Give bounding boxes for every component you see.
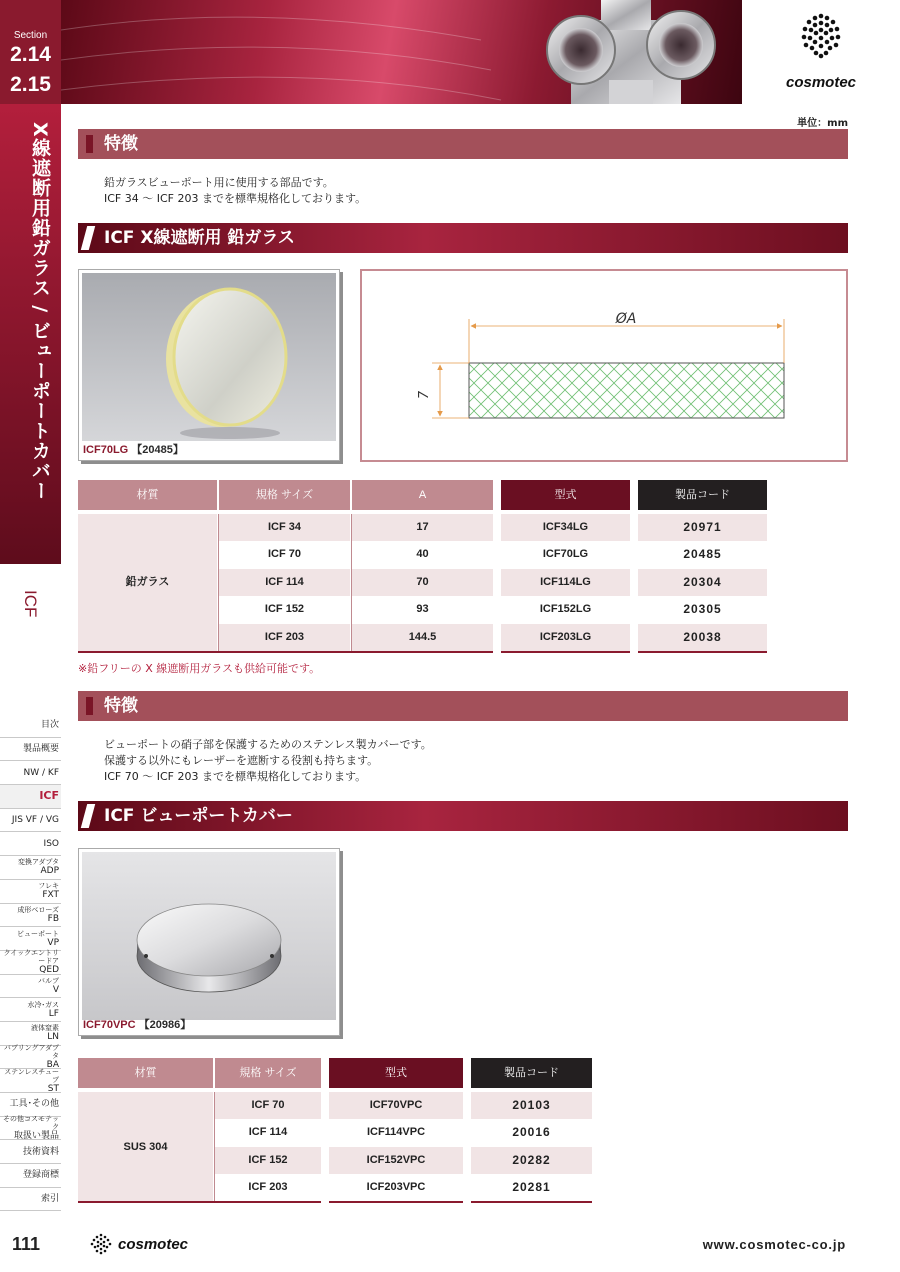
- sidebar-nav-item[interactable]: [0, 1117, 61, 1141]
- table-cell: 20281: [512, 1180, 551, 1195]
- sidebar-nav-sublabel: FB: [47, 913, 59, 924]
- sidebar-nav-item[interactable]: [0, 1022, 61, 1046]
- photo-caption: [83, 1016, 191, 1032]
- product-photo: [78, 848, 340, 1036]
- lead-glass-spec-table: [78, 480, 768, 655]
- sidebar-nav-item[interactable]: [0, 738, 61, 762]
- chapter-title-band: [0, 104, 61, 564]
- column-header: 製品コード: [471, 1058, 592, 1088]
- table-cell: 20038: [638, 624, 767, 651]
- brand-logo: [742, 0, 900, 104]
- lead-glass-drawing: [362, 271, 846, 460]
- table-cell: ICF152VPC: [329, 1147, 463, 1174]
- sidebar-nav-label: 成形ベローズ: [17, 905, 59, 914]
- sidebar-nav-label: ISO: [43, 838, 59, 849]
- photo-model-code: ICF70VPC: [83, 1019, 136, 1031]
- footer-brand-name: cosmotec: [118, 1235, 189, 1253]
- page-number: 111: [12, 1234, 41, 1254]
- sidebar-nav-sublabel: FXT: [42, 890, 59, 901]
- table-cell: ICF152LG: [539, 603, 592, 616]
- sidebar-nav-label: バブリングアダプタ: [3, 1043, 59, 1060]
- section-badge: [0, 0, 61, 104]
- column-header: 規格 サイズ: [215, 1058, 321, 1088]
- table-cell: 20485: [683, 547, 722, 562]
- sidebar-nav-label: ステンレスチューブ: [4, 1067, 59, 1084]
- sidebar-nav-item[interactable]: [0, 880, 61, 904]
- logo-dots-icon: [90, 1233, 112, 1255]
- sidebar-nav-label: 目次: [40, 720, 59, 731]
- feature-heading: 特徴: [78, 129, 848, 159]
- sidebar-nav-label: 製品概要: [22, 744, 59, 755]
- table-cell: 20304: [638, 569, 767, 596]
- product-heading: ICF X線遮断用 鉛ガラス: [78, 223, 848, 253]
- feature-line: 保護する以外にもレーザーを遮断する役割も持ちます。: [104, 754, 379, 767]
- sidebar-nav-item[interactable]: [0, 904, 61, 928]
- model-column: [329, 1092, 463, 1202]
- table-cell: 20305: [683, 602, 722, 617]
- sidebar-nav-sublabel: 取扱い製品: [13, 1131, 59, 1142]
- table-cell: ICF70LG: [542, 548, 589, 561]
- sidebar-nav-item[interactable]: [0, 927, 61, 951]
- table-cell: ICF 114: [248, 1126, 288, 1139]
- table-cell: 20103: [471, 1092, 592, 1119]
- product-code-column: [638, 514, 767, 651]
- table-cell: 20282: [471, 1147, 592, 1174]
- sidebar-nav-label: ICF: [39, 789, 59, 803]
- column-header: 型式: [329, 1058, 463, 1088]
- table-cell: ICF203LG: [501, 624, 630, 651]
- table-cell: ICF 114: [219, 569, 350, 596]
- feature-description: [104, 175, 366, 207]
- table-cell: 144.5: [352, 624, 493, 651]
- column-header: 材質: [78, 1058, 213, 1088]
- sidebar-nav-item[interactable]: [0, 832, 61, 856]
- table-cell: ICF114LG: [501, 569, 630, 596]
- divider: [501, 651, 630, 653]
- section-label: Section: [13, 30, 48, 41]
- sidebar: [0, 0, 61, 1254]
- footer-url[interactable]: www.cosmotec-co.jp: [702, 1237, 846, 1252]
- feature-line: ICF 34 ～ ICF 203 までを標準規格化しております。: [104, 192, 367, 205]
- table-cell: ICF114VPC: [366, 1126, 426, 1139]
- table-cell: 20016: [512, 1125, 551, 1140]
- viewport-cover-image: [82, 852, 336, 1020]
- sidebar-nav-item[interactable]: [0, 785, 61, 809]
- feature-heading: 特徴: [78, 691, 848, 721]
- sidebar-nav-label: 液体窒素: [31, 1024, 59, 1033]
- sidebar-nav-label: NW / KF: [23, 767, 59, 778]
- table-cell: 93: [416, 603, 429, 616]
- lead-free-note: ※鉛フリーの X 線遮断用ガラスも供給可能です。: [78, 662, 321, 675]
- sidebar-nav-sublabel: BA: [46, 1059, 59, 1070]
- column-header: 材質: [78, 480, 217, 510]
- table-cell: ICF 34: [219, 514, 350, 541]
- lead-glass-image: [82, 273, 336, 441]
- table-cell: ICF 203: [248, 1181, 288, 1194]
- sidebar-nav-sublabel: LF: [48, 1008, 59, 1019]
- header-banner-image: [61, 0, 742, 104]
- sidebar-nav-label: その他コスモテック: [3, 1115, 59, 1132]
- table-cell: ICF 152: [264, 603, 305, 616]
- sidebar-nav-sublabel: QED: [39, 965, 59, 976]
- sidebar-nav-sublabel: V: [52, 984, 59, 995]
- feature-line: ビューポートの硝子部を保護するためのステンレス製カバーです。: [104, 738, 432, 751]
- sidebar-nav-label: JIS VF / VG: [11, 815, 59, 826]
- viewport-cover-spec-table: [78, 1058, 592, 1206]
- column-header: 規格 サイズ: [219, 480, 350, 510]
- photo-product-id: 【20485】: [131, 444, 184, 456]
- sidebar-nav-item[interactable]: [0, 761, 61, 785]
- sidebar-nav-label: ビューポート: [17, 929, 59, 938]
- footer-brand: [90, 1233, 188, 1255]
- sidebar-nav-label: クイックエントリードア: [3, 949, 59, 966]
- column-header: A: [352, 480, 493, 510]
- chapter-subtitle: ICF: [21, 590, 40, 618]
- chapter-title: X線遮断用鉛ガラス / ビューポートカバー: [29, 122, 51, 501]
- feature-line: ICF 70 ～ ICF 203 までを標準規格化しております。: [104, 770, 367, 783]
- sidebar-nav-item[interactable]: [0, 1069, 61, 1093]
- column-header: 型式: [501, 480, 630, 510]
- dimension-a-column: [352, 514, 493, 651]
- sidebar-nav-label: 工具･その他: [9, 1099, 59, 1110]
- dimension-drawing: [360, 269, 848, 462]
- column-header: 製品コード: [638, 480, 767, 510]
- material-cell: 鉛ガラス: [78, 514, 217, 651]
- product-photo: [78, 269, 340, 461]
- dimension-a-label: ØA: [615, 311, 637, 327]
- sidebar-nav-item[interactable]: [0, 1140, 61, 1164]
- photo-caption: [83, 441, 184, 457]
- divider: [78, 1201, 321, 1203]
- sidebar-nav-item[interactable]: [0, 951, 61, 975]
- table-cell: ICF 70: [215, 1092, 321, 1119]
- table-cell: ICF70VPC: [329, 1092, 463, 1119]
- divider: [471, 1201, 592, 1203]
- table-cell: ICF34LG: [501, 514, 630, 541]
- sidebar-nav-item[interactable]: [0, 1164, 61, 1188]
- vacuum-chamber-photo: [61, 0, 742, 104]
- section-number: 2.14: [10, 43, 51, 66]
- product-heading: ICF ビューポートカバー: [78, 801, 848, 831]
- table-cell: 70: [352, 569, 493, 596]
- sidebar-nav-sublabel: ADP: [40, 866, 59, 877]
- brand-name: cosmotec: [785, 74, 857, 91]
- size-column: [215, 1092, 321, 1202]
- unit-label: 単位：mm: [797, 118, 848, 129]
- section-number: 2.15: [10, 73, 51, 96]
- dimension-thickness-label: 7: [417, 390, 432, 400]
- divider: [638, 651, 767, 653]
- table-cell: ICF 203: [219, 624, 350, 651]
- sidebar-nav-label: 索引: [40, 1194, 59, 1205]
- sidebar-nav-item[interactable]: [0, 1188, 61, 1212]
- lead-glass-disc-icon: [82, 273, 336, 441]
- sidebar-nav-label: 変換アダプタ: [17, 858, 59, 867]
- viewport-cover-icon: [82, 852, 336, 1020]
- sidebar-nav-item[interactable]: [0, 856, 61, 880]
- table-cell: 17: [352, 514, 493, 541]
- sidebar-nav-item[interactable]: [0, 975, 61, 999]
- sidebar-nav-item[interactable]: [0, 1043, 61, 1070]
- logo-dots-icon: [742, 0, 900, 70]
- feature-line: 鉛ガラスビューポート用に使用する部品です。: [104, 176, 334, 189]
- table-cell: ICF 152: [215, 1147, 321, 1174]
- sidebar-nav-label: 水冷･ガス: [27, 1000, 59, 1009]
- material-cell: SUS 304: [78, 1092, 213, 1202]
- sidebar-nav-label: バルブ: [38, 976, 59, 985]
- sidebar-nav-item[interactable]: [0, 809, 61, 833]
- photo-product-id: 【20986】: [138, 1019, 192, 1031]
- divider: [78, 651, 493, 653]
- sidebar-nav-sublabel: VP: [47, 937, 59, 948]
- sidebar-nav-label: 登録商標: [22, 1170, 59, 1181]
- model-column: [501, 514, 630, 651]
- divider: [329, 1201, 463, 1203]
- sidebar-nav-sublabel: ST: [47, 1083, 59, 1094]
- product-code-column: [471, 1092, 592, 1202]
- sidebar-nav-item[interactable]: [0, 998, 61, 1022]
- size-column: [219, 514, 350, 651]
- table-cell: 40: [416, 548, 429, 561]
- table-cell: ICF203VPC: [366, 1181, 426, 1194]
- sidebar-nav-label: フレキ: [38, 882, 59, 891]
- table-cell: 20971: [638, 514, 767, 541]
- feature-description: [104, 737, 432, 785]
- table-cell: ICF 70: [267, 548, 301, 561]
- sidebar-nav-label: 技術資料: [22, 1146, 59, 1157]
- sidebar-nav-item[interactable]: [0, 1093, 61, 1117]
- sidebar-nav-item[interactable]: [0, 714, 61, 738]
- sidebar-nav-sublabel: LN: [47, 1032, 59, 1043]
- photo-model-code: ICF70LG: [83, 444, 129, 456]
- sidebar-nav: [0, 714, 61, 1211]
